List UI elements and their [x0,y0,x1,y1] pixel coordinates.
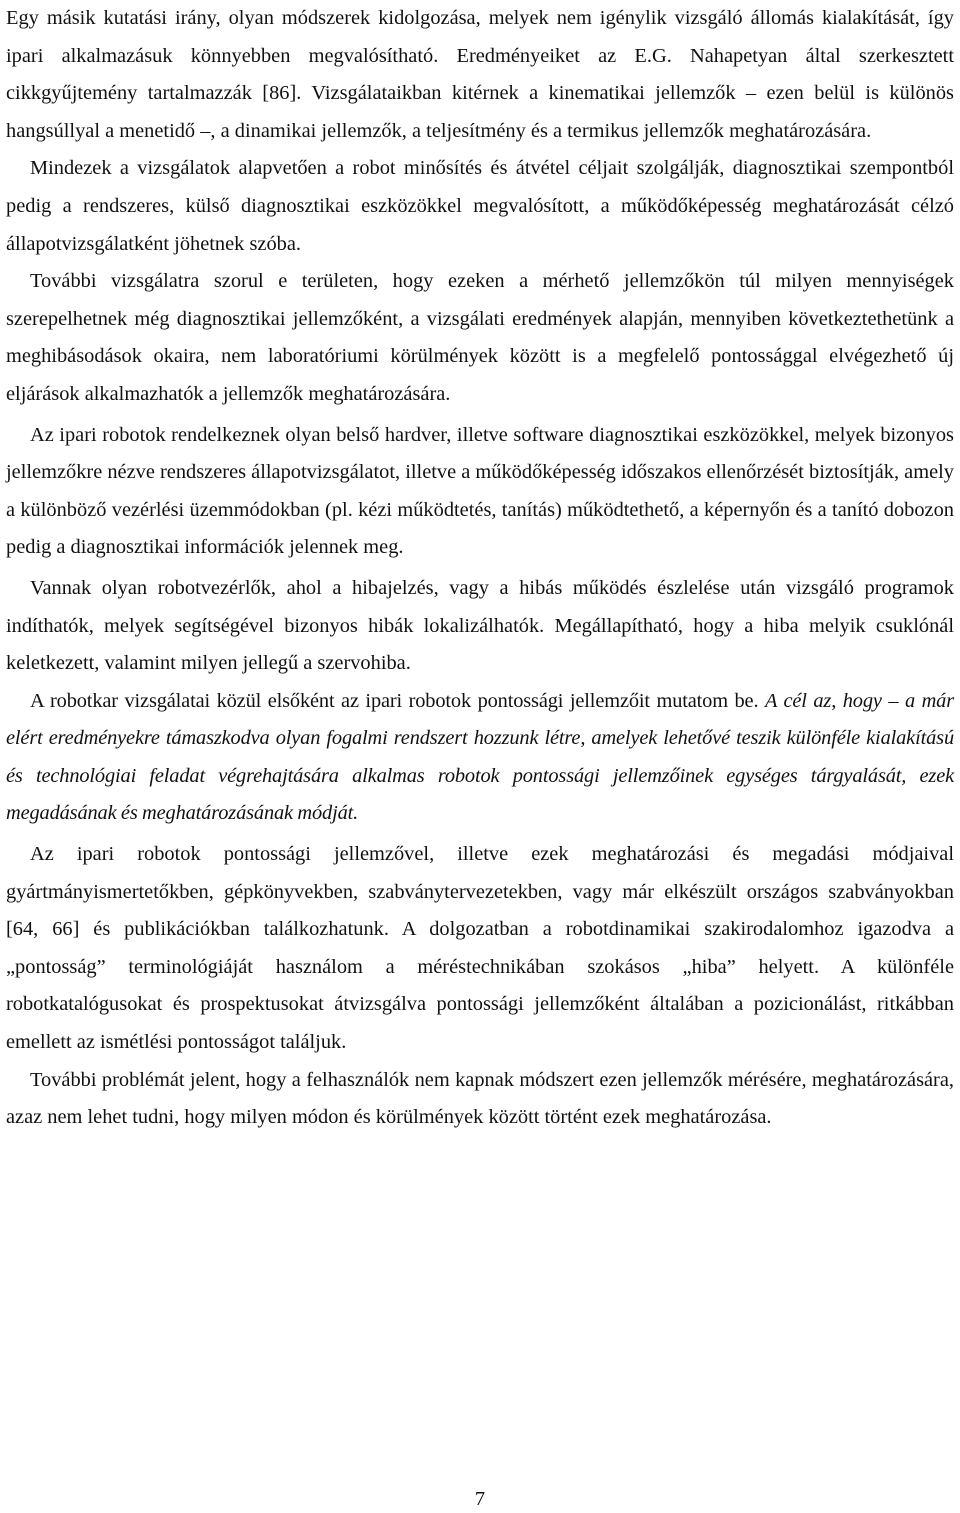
paragraph-2: Mindezek a vizsgálatok alapvetően a robot minősítés és átvétel céljait szolgálják, diagnosztikai szempontból pedig a rendszeres, külső diagnosztikai eszközökkel megvalósított, a működőképesség meghatározását célzó állapotvizsgálatként jöhetnek szóba. [6,157,954,255]
paragraph-6-italic-text: A cél az, hogy – a már elért eredményekre támaszkodva olyan fogalmi rendszert hozzunk létre, amelyek lehetővé teszik különféle kialakítású és technológiai feladat végrehajtására alkalmas robotok pontossági jellemzőinek egységes tárgyalását, ezek megadásának és meghatározásának módját. [6,689,955,825]
paragraph-3: További vizsgálatra szorul e területen, hogy ezeken a mérhető jellemzőkön túl milyen mennyiségek szerepelhetnek még diagnosztikai jellemzőként, a vizsgálati eredmények alapján, mennyiben következtethetünk a meghibásodások okaira, nem laboratóriumi körülmények között is a megfelelő pontossággal elvégezhető új eljárások alkalmazhatók a jellemzők meghatározására. [6,270,954,405]
paragraph-8: További problémát jelent, hogy a felhasználók nem kapnak módszert ezen jellemzők mérésére, meghatározására, azaz nem lehet tudni, hogy milyen módon és körülmények között történt ezek meghatározása. [6,1068,954,1129]
page-number: 7 [474,1488,486,1510]
paragraph-5: Vannak olyan robotvezérlők, ahol a hibajelzés, vagy a hibás működés észlelése után vizsgáló programok indíthatók, melyek segítségével bizonyos hibák lokalizálhatók. Megállapítható, hogy a hiba melyik csuklónál keletkezett, valamint milyen jellegű a szervohiba. [6,576,954,675]
paragraph-6-text: A robotkar vizsgálatai közül elsőként az ipari robotok pontossági jellemzőit mutatom be. [30,689,765,712]
paragraph-7: Az ipari robotok pontossági jellemzővel, illetve ezek meghatározási és megadási módjaival gyártmányismertetőkben, gépkönyvekben, szabványtervezetekben, vagy már elkészült országos szabványokban [64, 66] és publikációkban találkozhatunk. A dolgozatban a robotdinamikai szakirodalomhoz igazodva a „pontosság” terminológiáját használom a méréstechnikában szokásos „hiba” helyett. A különféle robotkatalógusokat és prospektusokat átvizsgálva pontossági jellemzőként általában a pozicionálást, ritkábban emellett az ismétlési pontosságot találjuk. [6,843,954,1054]
paragraph-6 [6,683,954,833]
document-page [6,0,954,1137]
paragraph-1: Egy másik kutatási irány, olyan módszerek kidolgozása, melyek nem igénylik vizsgáló állomás kialakítását, így ipari alkalmazásuk könnyebben megvalósítható. Eredményeiket az E.G. Nahapetyan által szerkesztett cikkgyűjtemény tartalmazzák [86]. Vizsgálataikban kitérnek a kinematikai jellemzők – ezen belül is különös hangsúllyal a menetidő –, a dinamikai jellemzők, a teljesítmény és a termikus jellemzők meghatározására. [6,7,954,142]
paragraph-4: Az ipari robotok rendelkeznek olyan belső hardver, illetve software diagnosztikai eszközökkel, melyek bizonyos jellemzőkre nézve rendszeres állapotvizsgálatot, illetve a működőképesség időszakos ellenőrzését biztosítják, amely a különböző vezérlési üzemmódokban (pl. kézi működtetés, tanítás) működtethető, a képernyőn és a tanító dobozon pedig a diagnosztikai információk jelennek meg. [6,423,954,559]
